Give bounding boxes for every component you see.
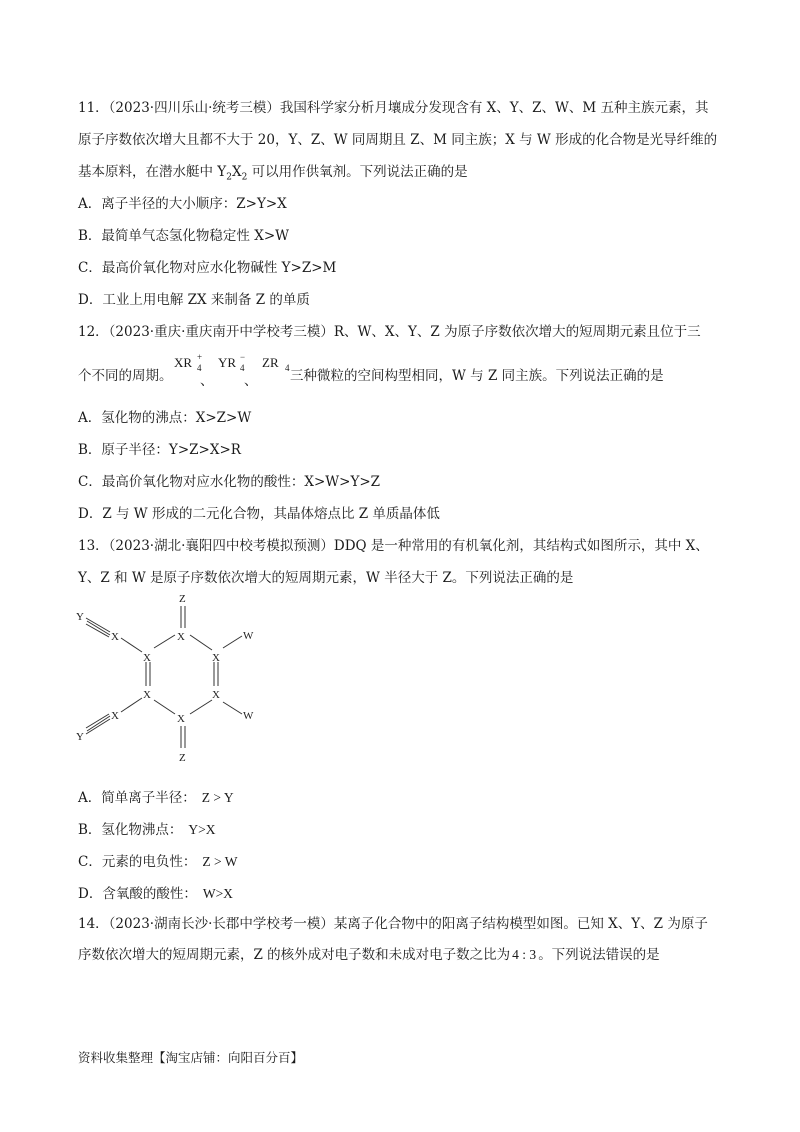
q13-option-d: D．含氧酸的酸性： W>X — [78, 886, 233, 902]
ion-separator: 、 — [244, 373, 258, 389]
q11-option-b: B．最简单气态氢化物稳定性 X>W — [78, 228, 290, 244]
q11-option-c: C．最高价氧化物对应水化物碱性 Y>Z>M — [78, 260, 337, 276]
q12-line-2-suffix: 三种微粒的空间构型相同，W 与 Z 同主族。下列说法正确的是 — [290, 368, 664, 384]
q11-line-2: 原子序数依次增大且都不大于 20，Y、Z、W 同周期且 Z、M 同主族；X 与 W 形成的化合物是光导纤维的 — [78, 132, 718, 148]
ion-zr4: ZR 4 — [262, 355, 290, 373]
q14-line-2: 序数依次增大的短周期元素，Z 的核外成对电子数和未成对电子数之比为 4 : 3 。下列说法错误的是 — [78, 947, 660, 963]
q12-option-b: B．原子半径：Y>Z>X>R — [78, 442, 241, 458]
ion-yr4-minus: YR − 4 — [218, 352, 246, 373]
atom-x-upper-left: X — [111, 631, 119, 643]
atom-y-lower: Y — [76, 731, 84, 743]
atom-y-upper: Y — [76, 611, 84, 623]
atom-x-right-bottom: X — [212, 689, 220, 701]
ddq-structure-diagram — [70, 588, 280, 778]
q13-option-c: C．元素的电负性： Z > W — [78, 854, 238, 870]
ion-xr4-plus: XR + 4 — [174, 352, 203, 373]
q12-option-d: D．Z 与 W 形成的二元化合物，其晶体熔点比 Z 单质晶体低 — [78, 506, 440, 522]
q12-line-1: 12．（2023·重庆·重庆南开中学校考三模）R、W、X、Y、Z 为原子序数依次增大的短周期元素且位于三 — [78, 324, 701, 340]
q13-option-b: B．氢化物沸点： Y>X — [78, 822, 216, 838]
q12-ion-formulas — [170, 352, 300, 397]
atom-w-lower: W — [243, 710, 254, 722]
q12-option-c: C．最高价氧化物对应水化物的酸性：X>W>Y>Z — [78, 474, 381, 490]
atom-x-left-bottom: X — [143, 689, 151, 701]
q12-option-a: A．氢化物的沸点：X>Z>W — [78, 410, 252, 426]
atom-w-upper: W — [243, 630, 254, 642]
atom-z-top: Z — [179, 593, 186, 605]
page-footer: 资料收集整理【淘宝店铺：向阳百分百】 — [78, 1050, 304, 1065]
atom-x-left-top: X — [143, 652, 151, 664]
q13-option-a: A．简单离子半径： Z > Y — [78, 790, 234, 806]
atom-x-top: X — [177, 631, 185, 643]
atom-x-right-top: X — [212, 652, 220, 664]
q11-line-3: 基本原料，在潜水艇中 $Y_2X_2$ 可以用作供氧剂。下列说法正确的是 — [78, 164, 468, 183]
q13-line-1: 13．（2023·湖北·襄阳四中校考模拟预测）DDQ 是一种常用的有机氧化剂，其结构式如图所示，其中 X、 — [78, 538, 709, 554]
q12-line-2-prefix: 个不同的周期。 — [78, 368, 173, 384]
q11-line-1: 11．（2023·四川乐山·统考三模）我国科学家分析月壤成分发现含有 X、Y、Z、W、M 五种主族元素，其 — [78, 100, 709, 116]
atom-x-lower-left: X — [111, 710, 119, 722]
ion-separator: 、 — [200, 373, 214, 389]
q13-line-2: Y、Z 和 W 是原子序数依次增大的短周期元素，W 半径大于 Z。下列说法正确的是 — [78, 570, 574, 586]
q14-line-1: 14．（2023·湖南长沙·长郡中学校考一模）某离子化合物中的阳离子结构模型如图。已知 X、Y、Z 为原子 — [78, 916, 708, 932]
atom-z-bottom: Z — [179, 752, 186, 764]
atom-x-bottom: X — [177, 713, 185, 725]
q11-option-a: A．离子半径的大小顺序：Z>Y>X — [78, 196, 287, 212]
q11-option-d: D．工业上用电解 ZX 来制备 Z 的单质 — [78, 292, 310, 308]
